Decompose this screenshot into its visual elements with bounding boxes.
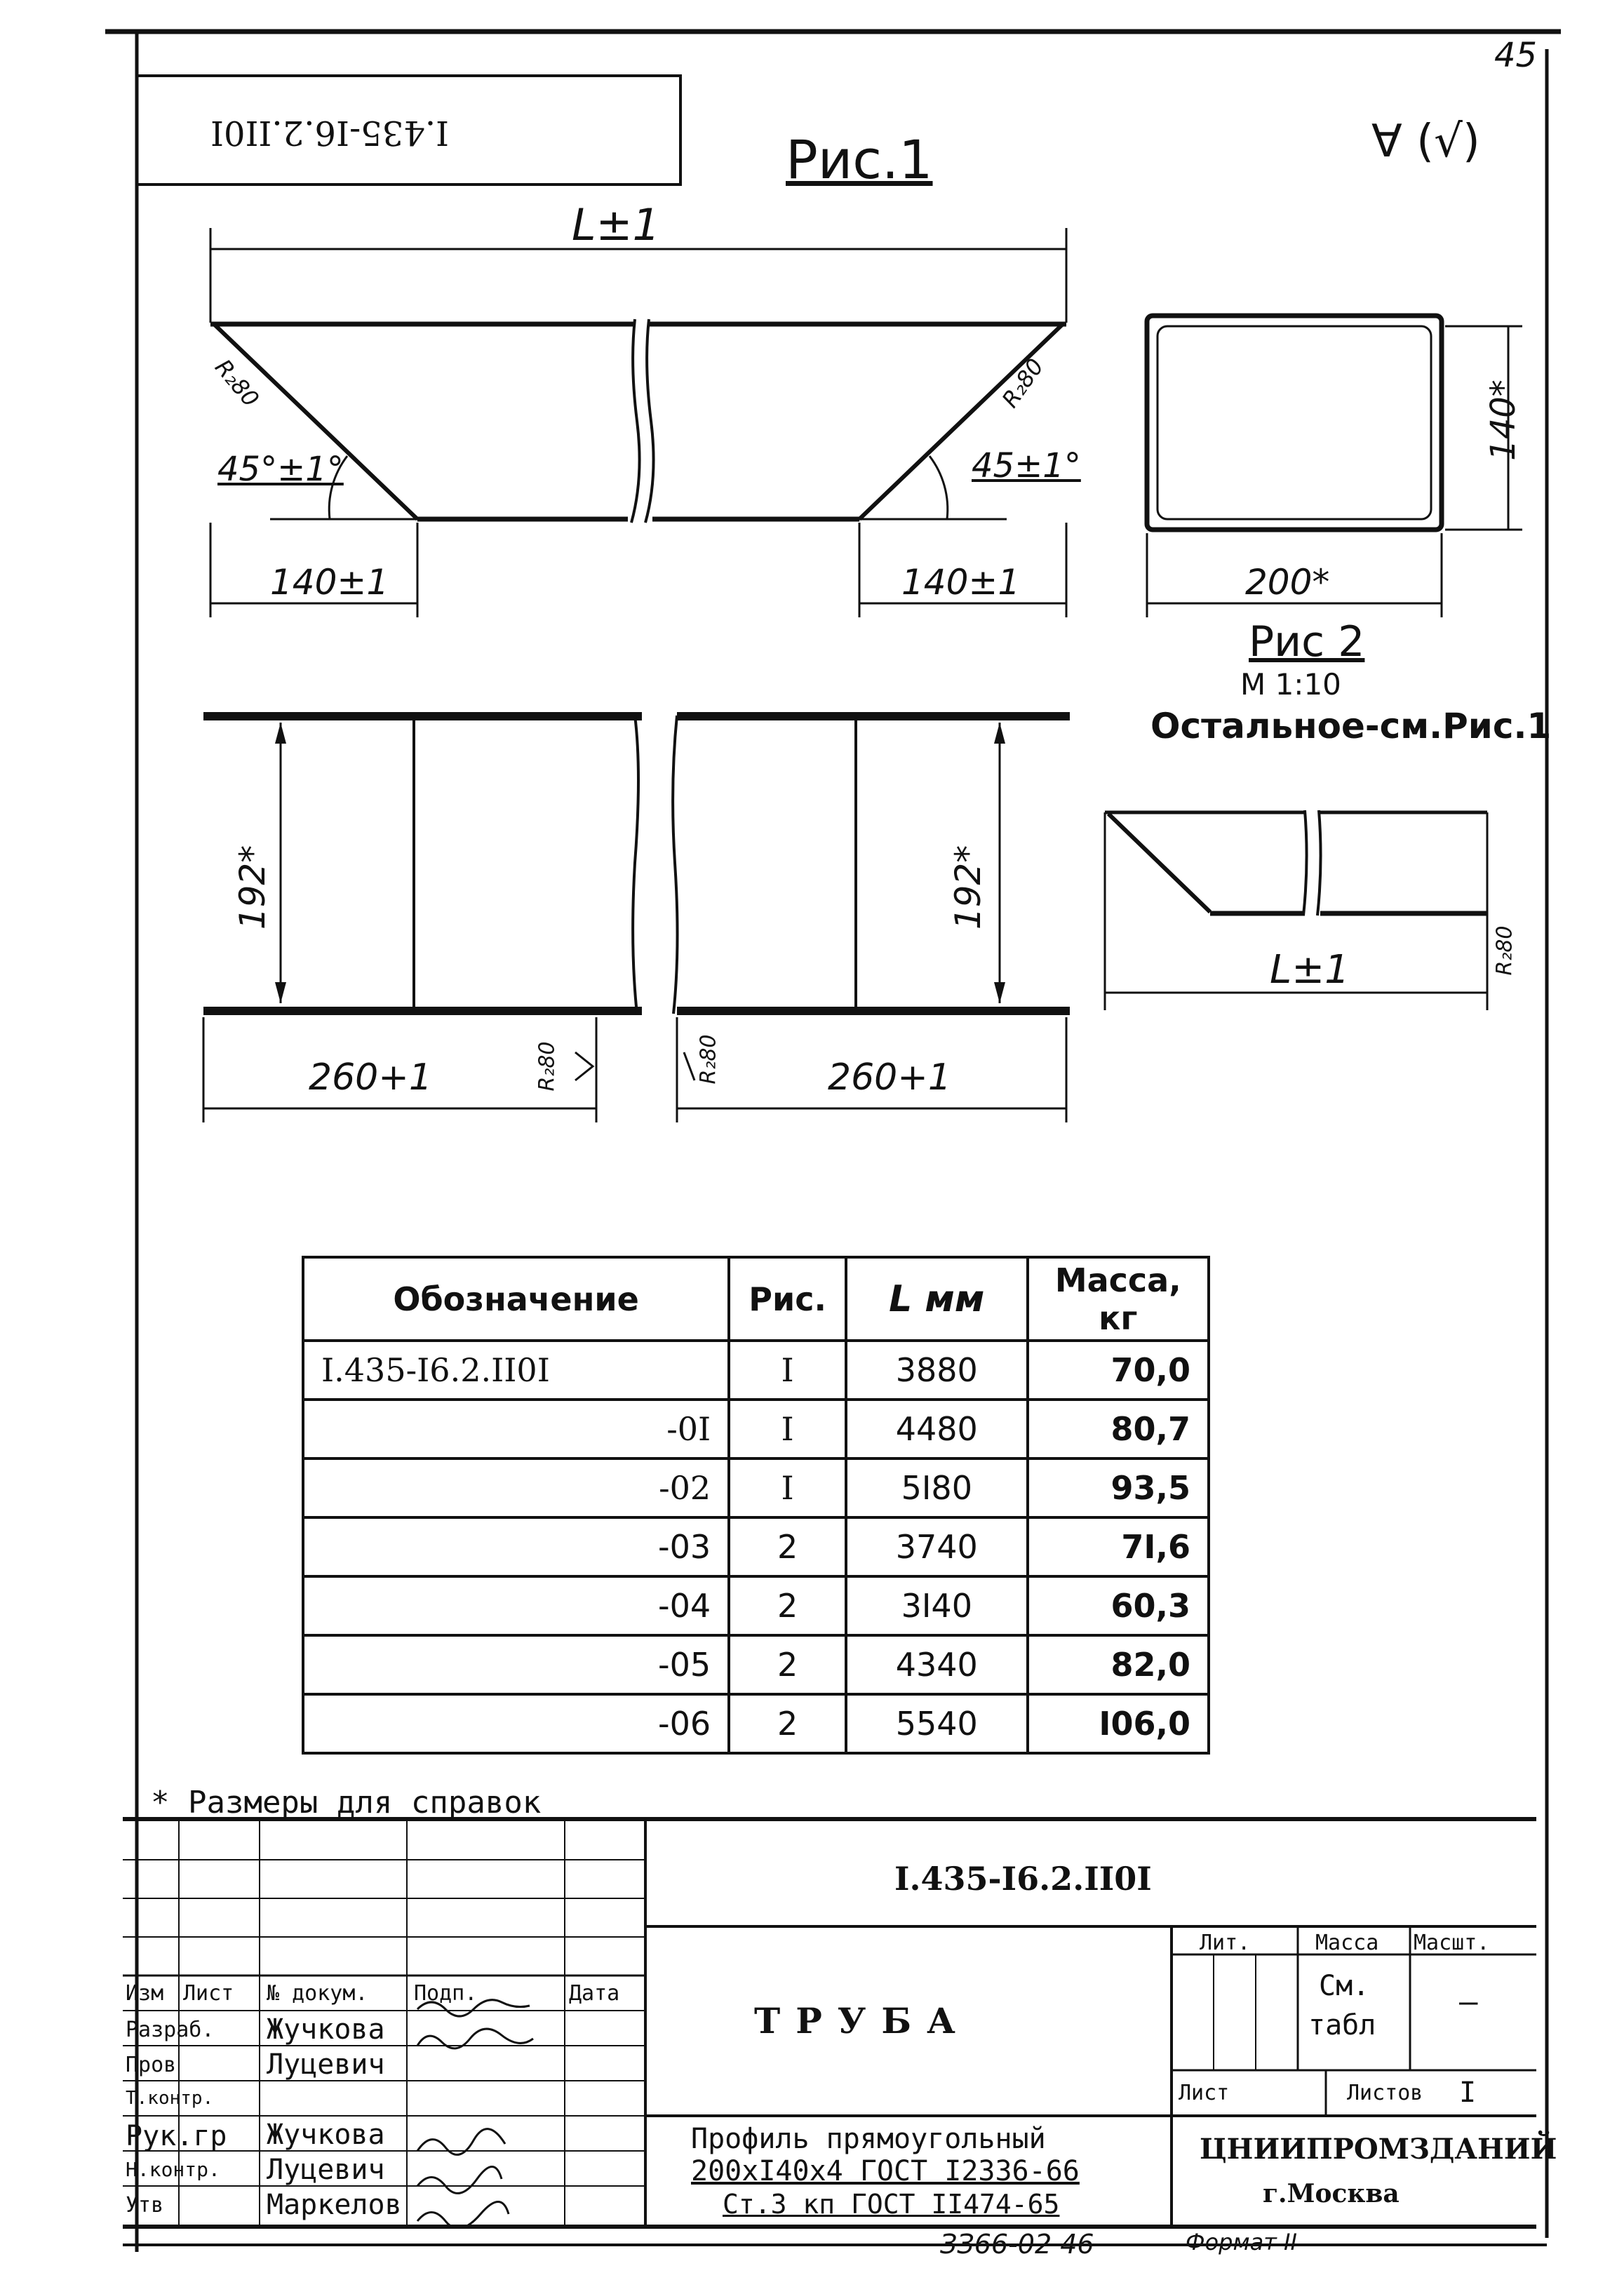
tb-org-2: г.Москва bbox=[1263, 2179, 1400, 2208]
cell-length: 3740 bbox=[846, 1517, 1027, 1576]
table-row bbox=[303, 1694, 1209, 1753]
table-row bbox=[303, 1517, 1209, 1576]
cell-fig: I bbox=[729, 1458, 846, 1517]
name-6: Маркелов bbox=[267, 2189, 402, 2221]
bottom-format: Формат II bbox=[1186, 2229, 1297, 2255]
table-row bbox=[303, 1635, 1209, 1694]
cell-designation: -0I bbox=[303, 1400, 729, 1458]
cell-fig: 2 bbox=[729, 1694, 846, 1753]
footnote: * Размеры для справок bbox=[151, 1785, 542, 1820]
fig2-note: Остальное-см.Рис.1 bbox=[1150, 706, 1552, 746]
fig1-radius-bottom-right: R₂80 bbox=[696, 1034, 721, 1085]
hdr-doc: № докум. bbox=[267, 1981, 368, 2006]
name-4: Жучкова bbox=[267, 2119, 385, 2151]
tb-scale-value: — bbox=[1459, 1984, 1478, 2020]
cell-designation: I.435-I6.2.II0I bbox=[303, 1341, 729, 1400]
fig1-radius-left: R₂80 bbox=[209, 354, 264, 413]
cell-fig: I bbox=[729, 1400, 846, 1458]
table-row bbox=[303, 1341, 1209, 1400]
col-mass bbox=[1028, 1257, 1209, 1341]
name-2: Луцевич bbox=[267, 2048, 385, 2081]
cell-length: 3I40 bbox=[846, 1576, 1027, 1635]
tb-material-2: 200хI40х4 ГОСТ I2336-66 bbox=[691, 2155, 1080, 2187]
cell-mass: 80,7 bbox=[1028, 1400, 1209, 1458]
fig2-title: Рис 2 bbox=[1249, 617, 1365, 666]
col-mass-line2: кг bbox=[1099, 1299, 1138, 1337]
cell-length: 4480 bbox=[846, 1400, 1027, 1458]
fig1-radius-bottom-left: R₂80 bbox=[535, 1041, 560, 1092]
tb-sheets-value: I bbox=[1459, 2077, 1477, 2109]
cell-length: 5I80 bbox=[846, 1458, 1027, 1517]
fig1-len-140-right: 140±1 bbox=[901, 562, 1021, 603]
cell-mass: 7I,6 bbox=[1028, 1517, 1209, 1576]
cell-fig: I bbox=[729, 1341, 846, 1400]
tb-col-mass: Масса bbox=[1315, 1931, 1379, 1955]
table-row bbox=[303, 1458, 1209, 1517]
cell-fig: 2 bbox=[729, 1635, 846, 1694]
table-row bbox=[303, 1576, 1209, 1635]
role-2: Пров bbox=[126, 2053, 177, 2077]
spec-table bbox=[302, 1256, 1210, 1755]
name-5: Луцевич bbox=[267, 2154, 385, 2186]
fig1-len-260-right: 260+1 bbox=[828, 1057, 951, 1099]
hdr-list: Лист bbox=[183, 1981, 234, 2006]
fig1-len-260-left: 260+1 bbox=[309, 1057, 432, 1099]
page-number: 45 bbox=[1494, 36, 1538, 75]
cell-mass: 93,5 bbox=[1028, 1458, 1209, 1517]
fig1-angle-right: 45±1° bbox=[972, 446, 1081, 485]
col-mass-line1: Масса, bbox=[1054, 1261, 1181, 1299]
roughness-mark: ∀ (√) bbox=[1371, 116, 1480, 168]
fig2-length-label: L±1 bbox=[1270, 947, 1350, 993]
title-block bbox=[123, 1817, 1557, 2229]
table-header-row bbox=[303, 1257, 1209, 1341]
fig1-length-label: L±1 bbox=[572, 199, 660, 250]
cell-designation: -05 bbox=[303, 1635, 729, 1694]
cell-fig: 2 bbox=[729, 1576, 846, 1635]
tb-org-1: ЦНИИПРОМЗДАНИЙ bbox=[1200, 2133, 1557, 2166]
corner-code: I.435-I6.2.II0I bbox=[210, 113, 450, 152]
cell-fig: 2 bbox=[729, 1517, 846, 1576]
cell-designation: -03 bbox=[303, 1517, 729, 1576]
tb-material-3: Ст.3 кп ГОСТ II474-65 bbox=[723, 2189, 1060, 2220]
tb-mass-value-1: См. bbox=[1319, 1970, 1370, 2002]
role-4: Рук.гр bbox=[126, 2120, 227, 2152]
fig1-angle-left: 45°±1° bbox=[217, 450, 344, 489]
cell-mass: 60,3 bbox=[1028, 1576, 1209, 1635]
cell-mass: 70,0 bbox=[1028, 1341, 1209, 1400]
role-3: Т.контр. bbox=[126, 2088, 214, 2109]
tb-material-1: Профиль прямоугольный bbox=[691, 2123, 1046, 2155]
fig1-title: Рис.1 bbox=[786, 128, 933, 191]
cell-length: 4340 bbox=[846, 1635, 1027, 1694]
tb-col-lit: Лит. bbox=[1200, 1931, 1251, 1955]
cell-length: 5540 bbox=[846, 1694, 1027, 1753]
fig2-scale: М 1:10 bbox=[1240, 667, 1341, 702]
tb-mass-value-2: табл bbox=[1308, 2009, 1376, 2041]
hdr-izm: Изм bbox=[126, 1981, 164, 2006]
fig1-height-right: 192* bbox=[948, 845, 989, 930]
col-length: L мм bbox=[846, 1257, 1027, 1341]
col-designation: Обозначение bbox=[303, 1257, 729, 1341]
cell-designation: -04 bbox=[303, 1576, 729, 1635]
role-1: Разраб. bbox=[126, 2018, 215, 2042]
role-5: Н.контр. bbox=[126, 2158, 220, 2181]
name-1: Жучкова bbox=[267, 2013, 385, 2046]
fig2-radius: R₂80 bbox=[1492, 925, 1517, 976]
fig1-radius-right: R₂80 bbox=[996, 354, 1049, 413]
cell-length: 3880 bbox=[846, 1341, 1027, 1400]
cell-designation: -02 bbox=[303, 1458, 729, 1517]
fig1-len-140-left: 140±1 bbox=[270, 562, 389, 603]
tb-name: ТРУБА bbox=[754, 2000, 971, 2041]
fig2-width-label: 200* bbox=[1245, 562, 1330, 603]
cell-designation: -06 bbox=[303, 1694, 729, 1753]
hdr-date: Дата bbox=[569, 1981, 620, 2006]
tb-col-scale: Масшт. bbox=[1414, 1931, 1490, 1955]
hdr-sign: Подп. bbox=[414, 1981, 478, 2006]
fig2-height-label: 140* bbox=[1483, 380, 1523, 461]
role-6: Утв bbox=[126, 2193, 164, 2218]
bottom-stamp: ЗЗ66-02 46 bbox=[940, 2229, 1094, 2260]
cell-mass: 82,0 bbox=[1028, 1635, 1209, 1694]
col-fig: Рис. bbox=[729, 1257, 846, 1341]
table-row bbox=[303, 1400, 1209, 1458]
tb-code: I.435-I6.2.II0I bbox=[894, 1860, 1152, 1898]
tb-sheets-label: Листов bbox=[1347, 2081, 1423, 2105]
cell-mass: I06,0 bbox=[1028, 1694, 1209, 1753]
tb-sheet-label: Лист bbox=[1179, 2081, 1230, 2105]
fig1-height-left: 192* bbox=[232, 845, 274, 930]
